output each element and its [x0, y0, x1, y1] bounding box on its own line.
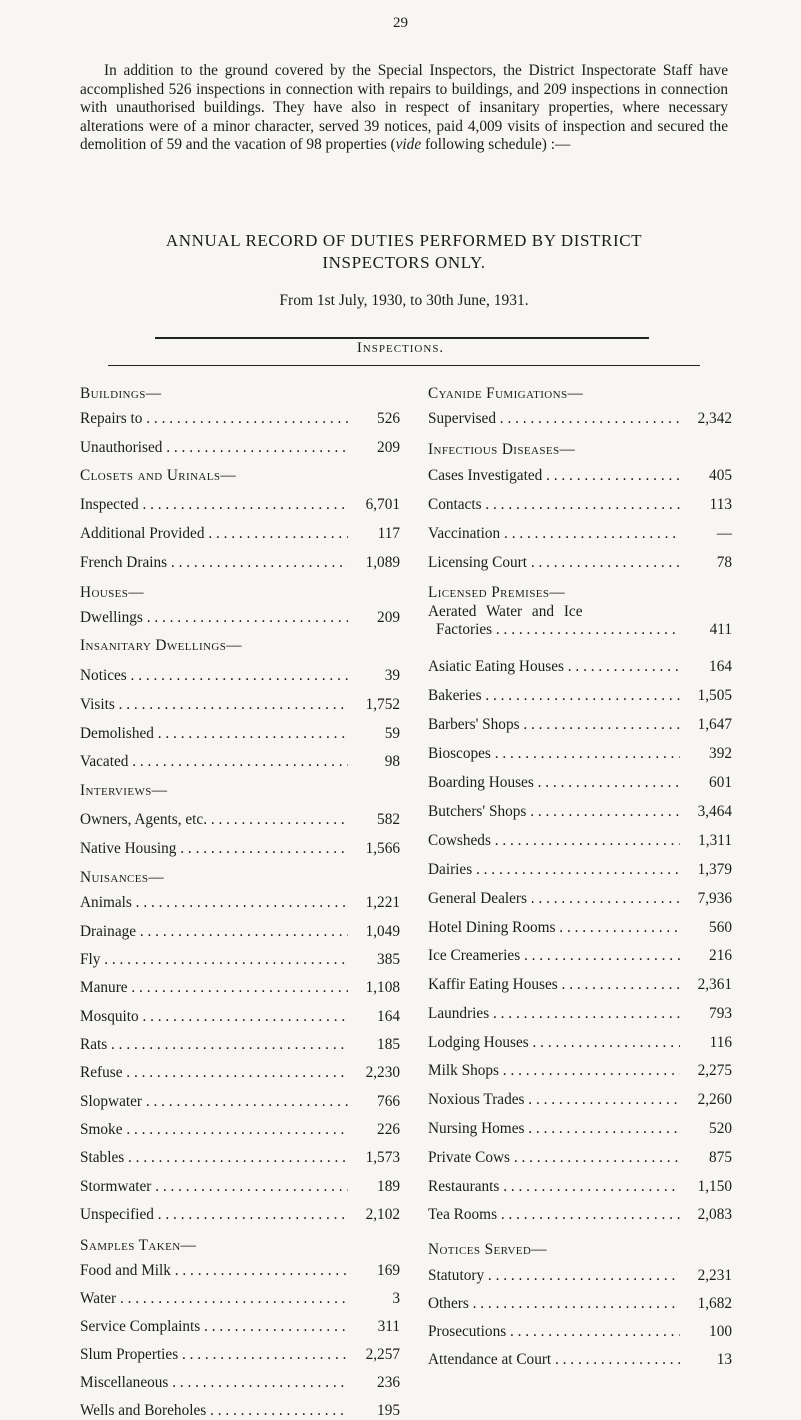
page-number: 29: [393, 15, 408, 31]
value-private-cows: 875: [709, 1149, 732, 1166]
label-drainage: Drainage . . .: [80, 923, 348, 941]
label-rats: Rats . . .: [80, 1036, 348, 1054]
row-private-cows: [428, 1149, 732, 1167]
label-native-housing: Native Housing . . .: [80, 840, 348, 858]
label-dairies: Dairies . . .: [428, 861, 680, 879]
row-ice-creameries: [428, 947, 732, 965]
row-additional-provided: [80, 525, 400, 543]
value-barbers-shops: 1,647: [697, 716, 732, 733]
row-aerated-water: [428, 603, 732, 639]
label-statutory: Statutory . . .: [428, 1267, 680, 1285]
row-contacts: [428, 496, 732, 514]
value-tea-rooms: 2,083: [697, 1206, 732, 1223]
value-additional-provided: 117: [377, 525, 400, 542]
row-cowsheds: [428, 832, 732, 850]
value-bioscopes: 392: [709, 745, 732, 762]
label-nursing-homes: Nursing Homes . . .: [428, 1120, 680, 1138]
row-general-dealers: [428, 890, 732, 908]
row-lodging-houses: [428, 1034, 732, 1052]
label-restaurants: Restaurants . . .: [428, 1178, 680, 1196]
value-others: 1,682: [697, 1295, 732, 1312]
row-slopwater: [80, 1093, 400, 1111]
row-attendance-at-court: [428, 1351, 732, 1369]
row-notices: [80, 667, 400, 685]
row-food-and-milk: [80, 1262, 400, 1280]
label-repairs-to: Repairs to . . .: [80, 410, 348, 428]
value-visits: 1,752: [365, 696, 400, 713]
row-stables: [80, 1149, 400, 1167]
label-noxious-trades: Noxious Trades . . .: [428, 1091, 680, 1109]
value-fly: 385: [377, 951, 400, 968]
label-fly: Fly . . .: [80, 951, 348, 969]
value-repairs-to: 526: [377, 410, 400, 427]
value-french-drains: 1,089: [365, 554, 400, 571]
group-infectious: Infectious Diseases—: [428, 441, 576, 458]
row-fly: [80, 951, 400, 969]
row-mosquito: [80, 1008, 400, 1026]
row-unauthorised: [80, 439, 400, 457]
group-cyanide: Cyanide Fumigations—: [428, 385, 584, 402]
row-owners-agents: [80, 811, 400, 829]
value-slopwater: 766: [377, 1093, 400, 1110]
row-restaurants: [428, 1178, 732, 1196]
row-cases-investigated: [428, 467, 732, 485]
record-heading-line-1: ANNUAL RECORD OF DUTIES PERFORMED BY DISTRICT: [165, 231, 643, 250]
record-heading: [80, 230, 728, 274]
label-kaffir-eating-houses: Kaffir Eating Houses . . .: [428, 976, 680, 994]
row-demolished: [80, 725, 400, 743]
section-title: Inspections.: [356, 340, 445, 356]
value-stables: 1,573: [365, 1149, 400, 1166]
row-statutory: [428, 1267, 732, 1285]
label-bakeries: Bakeries . . .: [428, 687, 680, 705]
value-demolished: 59: [384, 725, 400, 742]
value-notices: 39: [384, 667, 400, 684]
value-slum-properties: 2,257: [365, 1346, 400, 1363]
row-tea-rooms: [428, 1206, 732, 1224]
row-milk-shops: [428, 1062, 732, 1080]
row-native-housing: [80, 840, 400, 858]
label-attendance-at-court: Attendance at Court . . .: [428, 1351, 680, 1369]
label-supervised: Supervised . . .: [428, 410, 680, 428]
value-milk-shops: 2,275: [697, 1062, 732, 1079]
row-vacated: [80, 753, 400, 771]
value-dwellings: 209: [377, 609, 400, 626]
value-hotel-dining-rooms: 560: [709, 919, 732, 936]
value-aerated-water: 411: [709, 621, 732, 638]
value-asiatic-eating-houses: 164: [709, 658, 732, 675]
label-service-complaints: Service Complaints . . .: [80, 1318, 348, 1336]
label-cowsheds: Cowsheds . . .: [428, 832, 680, 850]
label-asiatic-eating-houses: Asiatic Eating Houses . . .: [428, 658, 680, 676]
thin-rule: [108, 365, 700, 366]
label-cases-investigated: Cases Investigated . . .: [428, 467, 680, 485]
thick-rule: [155, 337, 649, 339]
label-bioscopes: Bioscopes . . .: [428, 745, 680, 763]
label-water: Water . . .: [80, 1290, 348, 1308]
value-restaurants: 1,150: [697, 1178, 732, 1195]
row-service-complaints: [80, 1318, 400, 1336]
row-hotel-dining-rooms: [428, 919, 732, 937]
label-unspecified: Unspecified . . .: [80, 1206, 348, 1224]
intro-vide: vide: [395, 136, 422, 154]
label-laundries: Laundries . . .: [428, 1005, 680, 1023]
value-bakeries: 1,505: [697, 687, 732, 704]
label-notices: Notices . . .: [80, 667, 348, 685]
label-french-drains: French Drains . . .: [80, 554, 348, 572]
row-bakeries: [428, 687, 732, 705]
row-drainage: [80, 923, 400, 941]
label-demolished: Demolished . . .: [80, 725, 348, 743]
row-slum-properties: [80, 1346, 400, 1364]
value-cases-investigated: 405: [709, 467, 732, 484]
value-supervised: 2,342: [697, 410, 732, 427]
value-manure: 1,108: [365, 979, 400, 996]
value-attendance-at-court: 13: [716, 1351, 732, 1368]
value-vacated: 98: [384, 753, 400, 770]
value-unspecified: 2,102: [365, 1206, 400, 1223]
value-nursing-homes: 520: [709, 1120, 732, 1137]
period-line: From 1st July, 1930, to 30th June, 1931.: [279, 292, 529, 309]
row-butchers-shops: [428, 803, 732, 821]
value-cowsheds: 1,311: [698, 832, 732, 849]
value-smoke: 226: [377, 1121, 400, 1138]
label-prosecutions: Prosecutions . . .: [428, 1323, 680, 1341]
record-heading-line-2: INSPECTORS ONLY.: [322, 253, 486, 272]
label-wells-boreholes: Wells and Boreholes . . .: [80, 1402, 348, 1420]
label-private-cows: Private Cows . . .: [428, 1149, 680, 1167]
value-vaccination: —: [716, 525, 732, 542]
value-miscellaneous: 236: [377, 1374, 400, 1391]
value-noxious-trades: 2,260: [697, 1091, 732, 1108]
row-noxious-trades: [428, 1091, 732, 1109]
label-barbers-shops: Barbers' Shops . . .: [428, 716, 680, 734]
row-others: [428, 1295, 732, 1313]
value-wells-boreholes: 195: [377, 1402, 400, 1419]
row-miscellaneous: [80, 1374, 400, 1392]
value-licensing-court: 78: [716, 554, 732, 571]
value-laundries: 793: [709, 1005, 732, 1022]
group-buildings: Buildings—: [80, 385, 162, 402]
label-stables: Stables . . .: [80, 1149, 348, 1167]
label-licensing-court: Licensing Court . . .: [428, 554, 680, 572]
row-kaffir-eating-houses: [428, 976, 732, 994]
group-interviews: Interviews—: [80, 782, 168, 799]
label-smoke: Smoke . . .: [80, 1121, 348, 1139]
label-boarding-houses: Boarding Houses . . .: [428, 774, 680, 792]
label-general-dealers: General Dealers . . .: [428, 890, 680, 908]
row-inspected: [80, 496, 400, 514]
group-closets: Closets and Urinals—: [80, 467, 237, 484]
row-nursing-homes: [428, 1120, 732, 1138]
label-aerated-water-line-1: Aerated Water and Ice: [428, 603, 583, 620]
row-dwellings: [80, 609, 400, 627]
group-samples: Samples Taken—: [80, 1237, 197, 1254]
label-slopwater: Slopwater . . .: [80, 1093, 348, 1111]
label-animals: Animals . . .: [80, 894, 348, 912]
label-butchers-shops: Butchers' Shops . . .: [428, 803, 680, 821]
group-insanitary-dwellings: Insanitary Dwellings—: [80, 637, 242, 654]
label-mosquito: Mosquito . . .: [80, 1008, 348, 1026]
row-manure: [80, 979, 400, 997]
value-refuse: 2,230: [365, 1064, 400, 1081]
row-wells-boreholes: [80, 1402, 400, 1420]
value-food-and-milk: 169: [377, 1262, 400, 1279]
row-visits: [80, 696, 400, 714]
label-hotel-dining-rooms: Hotel Dining Rooms . . .: [428, 919, 680, 937]
label-vacated: Vacated . . .: [80, 753, 348, 771]
row-asiatic-eating-houses: [428, 658, 732, 676]
value-owners-agents: 582: [377, 811, 400, 828]
intro-text-end: following schedule) :—: [421, 136, 571, 154]
label-aerated-water-line-2: Factories . . .: [428, 621, 680, 639]
row-repairs-to: [80, 410, 400, 428]
row-refuse: [80, 1064, 400, 1082]
group-houses: Houses—: [80, 584, 144, 601]
row-barbers-shops: [428, 716, 732, 734]
label-contacts: Contacts . . .: [428, 496, 680, 514]
value-dairies: 1,379: [697, 861, 732, 878]
value-kaffir-eating-houses: 2,361: [697, 976, 732, 993]
label-inspected: Inspected . . .: [80, 496, 348, 514]
row-prosecutions: [428, 1323, 732, 1341]
value-inspected: 6,701: [365, 496, 400, 513]
row-bioscopes: [428, 745, 732, 763]
label-tea-rooms: Tea Rooms . . .: [428, 1206, 680, 1224]
row-dairies: [428, 861, 732, 879]
label-visits: Visits . . .: [80, 696, 348, 714]
label-dwellings: Dwellings . . .: [80, 609, 348, 627]
value-mosquito: 164: [377, 1008, 400, 1025]
group-notices-served: Notices Served—: [428, 1241, 547, 1258]
row-licensing-court: [428, 554, 732, 572]
intro-paragraph: [80, 62, 728, 155]
value-contacts: 113: [709, 496, 732, 513]
row-unspecified: [80, 1206, 400, 1224]
label-milk-shops: Milk Shops . . .: [428, 1062, 680, 1080]
row-rats: [80, 1036, 400, 1054]
value-water: 3: [392, 1290, 400, 1307]
label-lodging-houses: Lodging Houses . . .: [428, 1034, 680, 1052]
label-food-and-milk: Food and Milk . . .: [80, 1262, 348, 1280]
row-boarding-houses: [428, 774, 732, 792]
row-water: [80, 1290, 400, 1308]
label-manure: Manure . . .: [80, 979, 348, 997]
value-ice-creameries: 216: [709, 947, 732, 964]
label-unauthorised: Unauthorised . . .: [80, 439, 348, 457]
label-refuse: Refuse . . .: [80, 1064, 348, 1082]
value-unauthorised: 209: [377, 439, 400, 456]
label-additional-provided: Additional Provided . . .: [80, 525, 348, 543]
label-vaccination: Vaccination . . .: [428, 525, 680, 543]
value-native-housing: 1,566: [365, 840, 400, 857]
value-rats: 185: [377, 1036, 400, 1053]
row-vaccination: [428, 525, 732, 543]
value-butchers-shops: 3,464: [697, 803, 732, 820]
label-miscellaneous: Miscellaneous . . .: [80, 1374, 348, 1392]
value-general-dealers: 7,936: [697, 890, 732, 907]
value-statutory: 2,231: [697, 1267, 732, 1284]
label-slum-properties: Slum Properties . . .: [80, 1346, 348, 1364]
row-animals: [80, 894, 400, 912]
group-nuisances: Nuisances—: [80, 869, 165, 886]
value-service-complaints: 311: [377, 1318, 400, 1335]
value-prosecutions: 100: [709, 1323, 732, 1340]
group-licensed-premises: Licensed Premises—: [428, 584, 566, 601]
intro-text: In addition to the ground covered by the Special Inspectors, the District Inspectorate Staff have accomplished 526 inspections in connection with repairs to buildings, and 209 inspections in connection with unauthorised buildings. They have also in respect of insanitary properties, where necessary alterations were of a minor character, served 39 notices, paid 4,009 visits of inspection and secured the demolition of 59 and the vacation of 98 properties (: [80, 62, 728, 154]
label-stormwater: Stormwater . . .: [80, 1178, 348, 1196]
row-smoke: [80, 1121, 400, 1139]
row-supervised: [428, 410, 732, 428]
label-others: Others . . .: [428, 1295, 680, 1313]
value-stormwater: 189: [377, 1178, 400, 1195]
value-drainage: 1,049: [365, 923, 400, 940]
value-animals: 1,221: [365, 894, 400, 911]
value-lodging-houses: 116: [709, 1034, 732, 1051]
label-owners-agents: Owners, Agents, etc. . . .: [80, 811, 348, 829]
row-laundries: [428, 1005, 732, 1023]
row-stormwater: [80, 1178, 400, 1196]
row-french-drains: [80, 554, 400, 572]
value-boarding-houses: 601: [709, 774, 732, 791]
label-ice-creameries: Ice Creameries . . .: [428, 947, 680, 965]
